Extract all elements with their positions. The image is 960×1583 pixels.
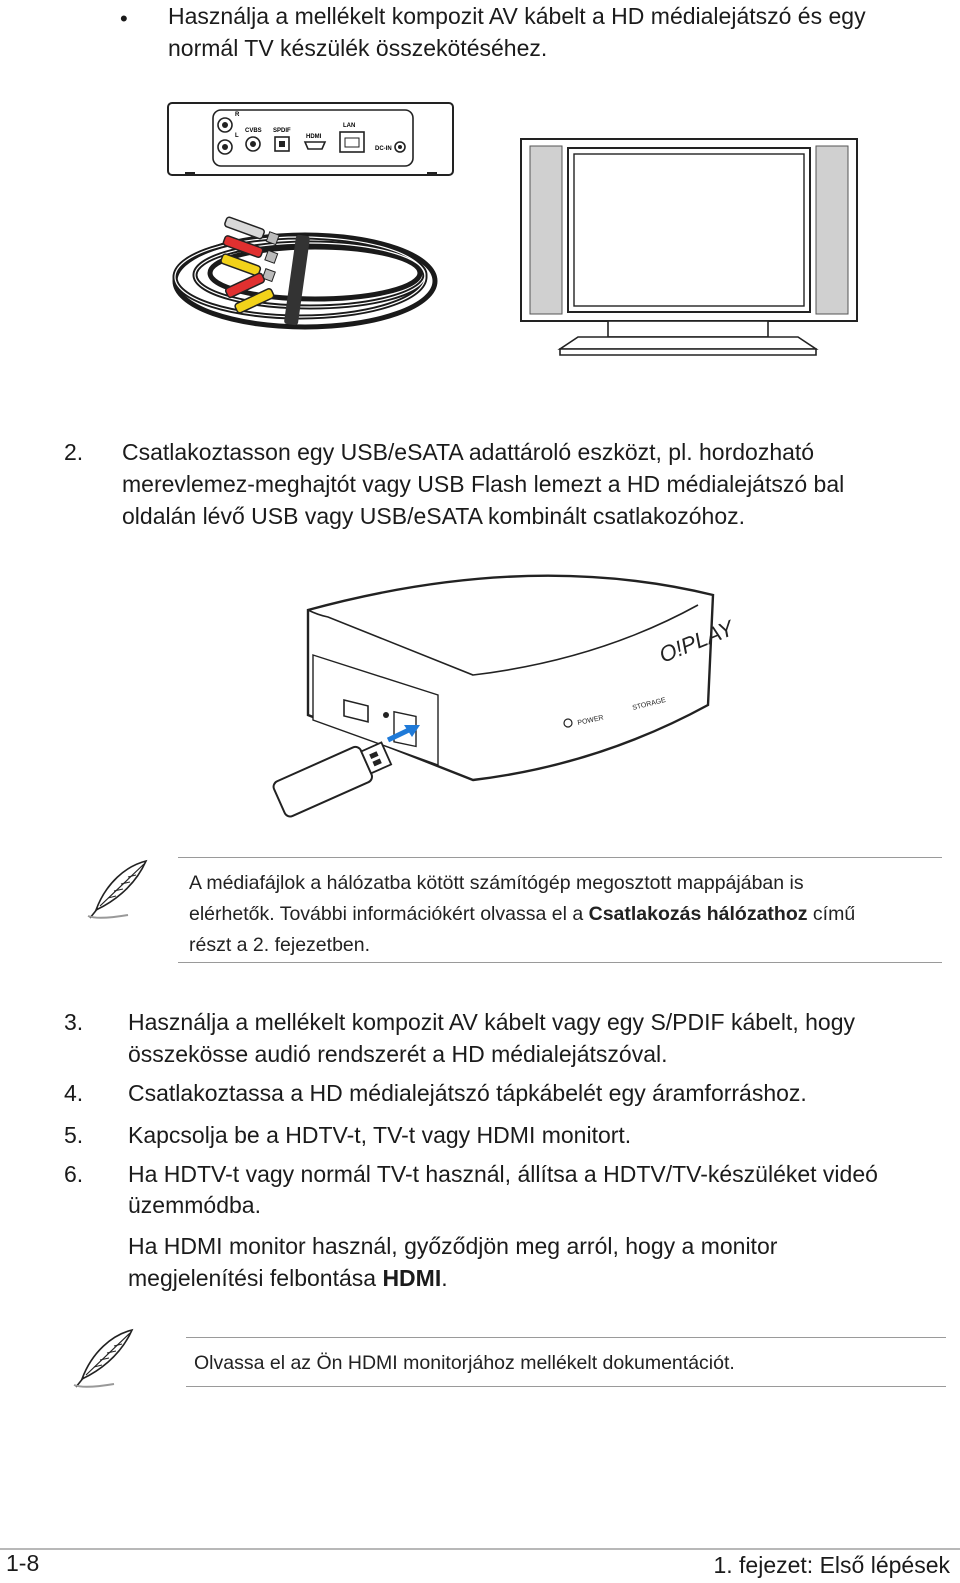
feather-quill-icon [72,1327,142,1391]
player-power-label: POWER [576,714,605,727]
label-cvbs: CVBS [245,128,262,134]
step5-number: 5. [64,1122,84,1148]
step6-line1: Ha HDTV-t vagy normál TV-t használ, állítsa a HDTV/TV-készüléket videó [128,1161,878,1187]
step6-line2: üzemmódba. [128,1192,261,1218]
step2-number: 2. [64,439,84,465]
note1-top-rule [178,857,942,858]
step6-extra-bold: HDMI [382,1265,442,1291]
note2-bottom-rule [186,1386,946,1387]
step3-line2: összekösse audió rendszerét a HD médialejátszóval. [128,1041,668,1067]
step4-number: 4. [64,1080,84,1106]
player-storage-label: STORAGE [631,696,667,712]
step6-extra-suffix: . [441,1265,448,1291]
step2-line3: oldalán lévő USB vagy USB/eSATA kombinált csatlakozóhoz. [122,503,746,529]
step6-extra-line2 [128,1262,448,1294]
note1-bold-link-text: Csatlakozás hálózathoz [588,903,808,925]
note1-line1: A médiafájlok a hálózatba kötött számítógép megosztott mappájában is [189,872,804,894]
label-lan: LAN [343,123,356,129]
page-number: 1-8 [6,1550,40,1576]
label-hdmi: HDMI [306,134,322,140]
player-brand-logo: O!PLAY [655,615,738,668]
step5-line1: Kapcsolja be a HDTV-t, TV-t vagy HDMI monitort. [128,1122,632,1148]
step6-extra-prefix: megjelenítési felbontása [128,1265,383,1291]
bullet1-line2: normál TV készülék összekötéséhez. [168,35,548,61]
note1-line2-prefix: elérhetők. További információkért olvassa el a [189,903,589,925]
note2-top-rule [186,1337,946,1338]
note2-text: Olvassa el az Ön HDMI monitorjához mellékelt dokumentációt. [194,1352,735,1374]
step2-line2: merevlemez-meghajtót vagy USB Flash lemezt a HD médialejátszó bal [122,471,845,497]
label-l: L [235,133,239,139]
tv-illustration [518,136,863,366]
chapter-title: 1. fejezet: Első lépések [713,1552,950,1578]
step6-extra-line1: Ha HDMI monitor használ, győződjön meg arról, hogy a monitor [128,1233,778,1259]
note1-line2 [189,899,855,930]
note1-bottom-rule [178,962,942,963]
feather-quill-icon [86,858,156,922]
label-r: R [235,112,240,118]
label-dc-in: DC-IN [375,146,392,152]
step6-number: 6. [64,1161,84,1187]
media-player-back-panel-illustration [165,100,465,180]
step3-line1: Használja a mellékelt kompozit AV kábelt vagy egy S/PDIF kábelt, hogy [128,1009,855,1035]
step3-number: 3. [64,1009,84,1035]
step2-line1: Csatlakoztasson egy USB/eSATA adattároló eszközt, pl. hordozható [122,439,815,465]
composite-av-cable-illustration [160,215,450,335]
footer-rule [0,1548,960,1550]
label-spdif: SPDIF [273,128,291,134]
bullet1-line1: Használja a mellékelt kompozit AV kábelt a HD médialejátszó és egy [168,3,866,29]
bullet-marker: • [120,6,128,31]
note1-line3: részt a 2. fejezetben. [189,934,371,956]
note1-line2-suffix: című [807,903,856,925]
media-player-usb-illustration [268,545,738,825]
step4-line1: Csatlakoztassa a HD médialejátszó tápkábelét egy áramforráshoz. [128,1080,807,1106]
